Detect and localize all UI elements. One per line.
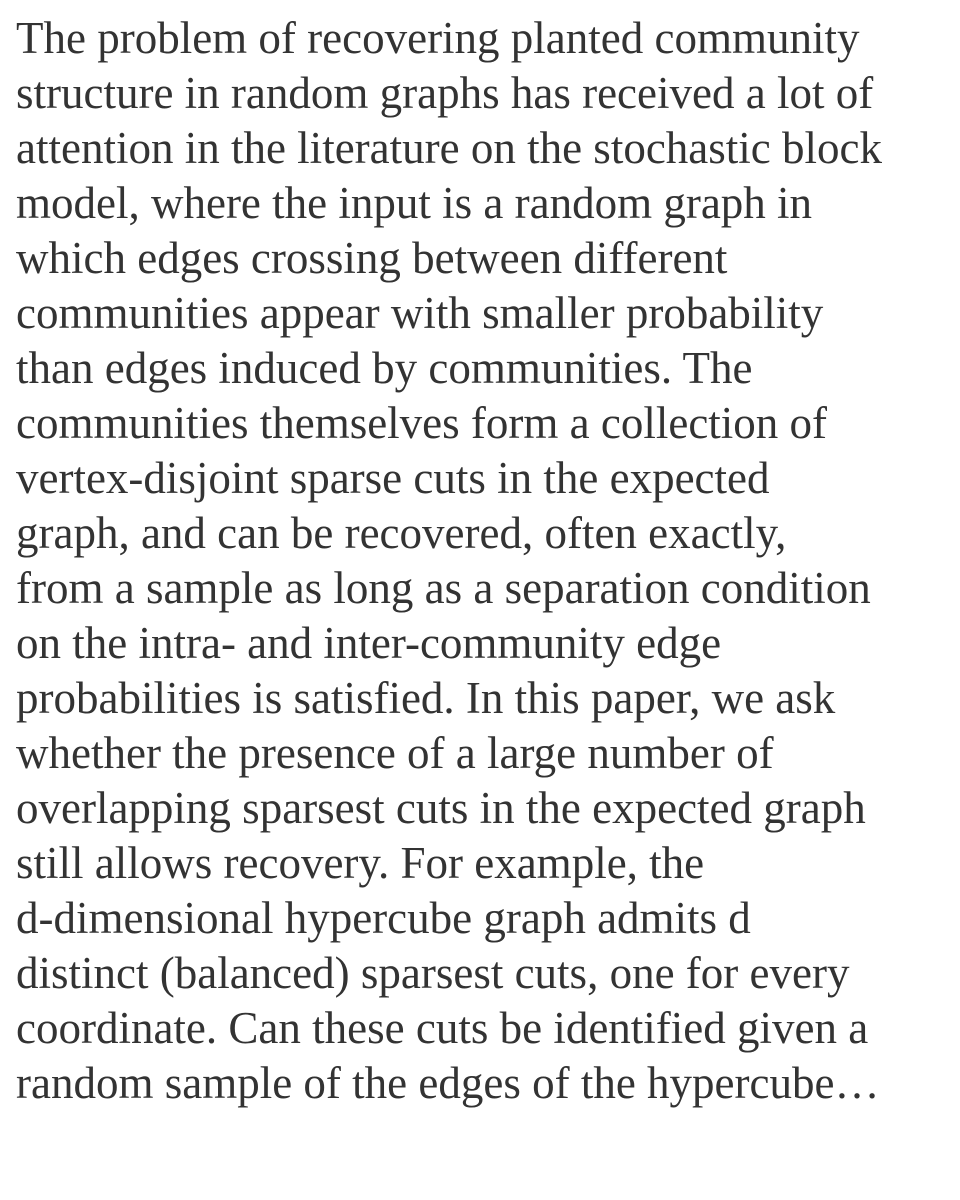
text-line: from a sample as long as a separation condition [16,563,871,613]
text-line: d-dimensional hypercube graph admits d [16,893,751,943]
text-line: model, where the input is a random graph in [16,178,813,228]
text-line: distinct (balanced) sparsest cuts, one for every [16,948,850,998]
text-line: than edges induced by communities. The [16,343,753,393]
abstract-paragraph [16,11,956,1111]
text-line: vertex-disjoint sparse cuts in the expected [16,453,770,503]
text-line: The problem of recovering planted community [16,13,860,63]
text-line: structure in random graphs has received a lot of [16,68,874,118]
text-line: still allows recovery. For example, the [16,838,705,888]
text-line: coordinate. Can these cuts be identified given a [16,1003,869,1053]
text-line: graph, and can be recovered, often exactly, [16,508,787,558]
text-line: probabilities is satisfied. In this paper, we ask [16,673,836,723]
text-line: which edges crossing between different [16,233,728,283]
text-line: overlapping sparsest cuts in the expected graph [16,783,866,833]
text-line: communities themselves form a collection of [16,398,828,448]
text-line: on the intra- and inter-community edge [16,618,722,668]
text-line: random sample of the edges of the hypercube… [16,1058,880,1108]
text-line: communities appear with smaller probability [16,288,824,338]
text-line: attention in the literature on the stochastic block [16,123,882,173]
text-line: whether the presence of a large number of [16,728,774,778]
